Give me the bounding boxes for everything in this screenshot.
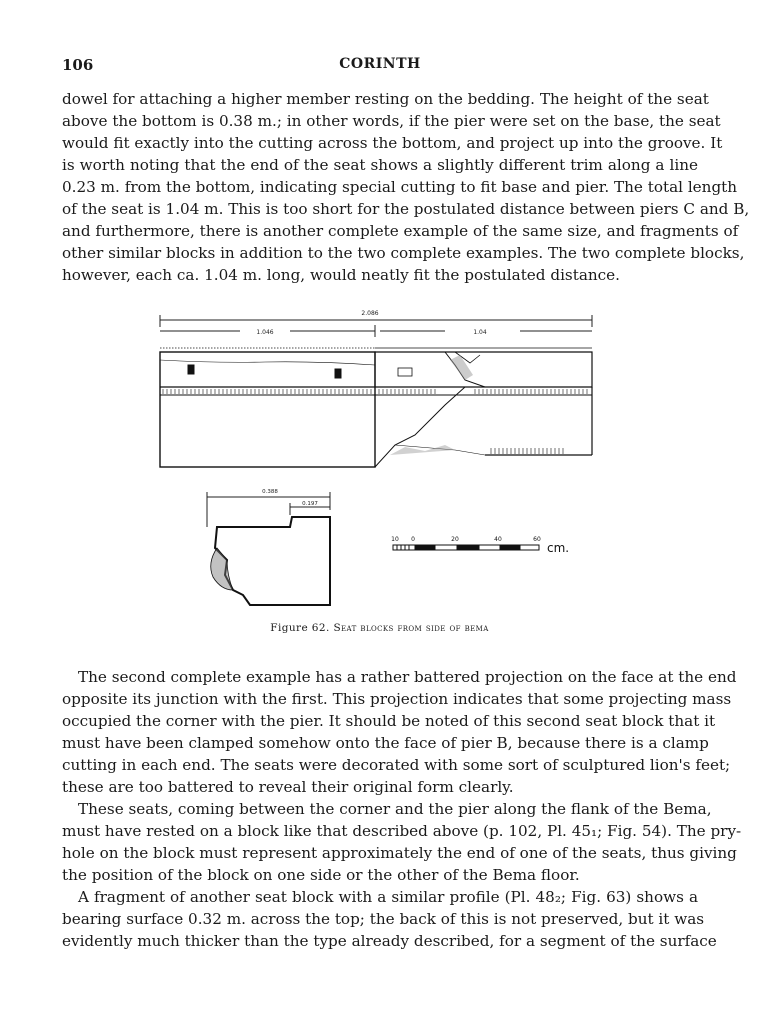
text-line: These seats, coming between the corner and the pier along the flank of the Bema, <box>78 800 712 818</box>
caption-text: Seat blocks from side of bema <box>333 622 489 634</box>
scale-bar <box>393 545 539 550</box>
text-line: opposite its junction with the first. This projection indicates that some projecting mass <box>62 690 732 708</box>
text-line: is worth noting that the end of the seat shows a slightly different trim along a line <box>62 156 698 174</box>
text-line: The second complete example has a rather battered projection on the face at the end <box>78 668 737 686</box>
figure-caption <box>0 622 759 634</box>
dim-left-label: 1.046 <box>256 329 274 336</box>
paragraph-2 <box>62 666 737 798</box>
paragraph-3 <box>62 798 742 886</box>
running-head: CORINTH <box>339 56 421 72</box>
caption-label: Figure 62. <box>270 622 330 634</box>
text-line: must have been clamped somehow onto the face of pier B, because there is a clamp <box>62 734 709 752</box>
dimension-sub <box>160 325 592 337</box>
text-line: must have rested on a block like that described above (p. 102, Pl. 45₁; Fig. 54). The pry- <box>62 822 742 840</box>
text-line: A fragment of another seat block with a similar profile (Pl. 48₂; Fig. 63) shows a <box>78 888 698 906</box>
page-header <box>62 56 698 78</box>
paragraph-4 <box>62 886 717 952</box>
text-line: of the seat is 1.04 m. This is too short for the postulated distance between piers C and B, <box>62 200 750 218</box>
text-line: would fit exactly into the cutting across the bottom, and project up into the groove. It <box>62 134 723 152</box>
text-line: above the bottom is 0.38 m.; in other words, if the pier were set on the base, the seat <box>62 112 721 130</box>
text-line: evidently much thicker than the type already described, for a segment of the surface <box>62 932 717 950</box>
dim-total-label: 2.086 <box>361 310 379 317</box>
text-line: occupied the corner with the pier. It should be noted of this second seat block that it <box>62 712 716 730</box>
scale-tick: 20 <box>451 536 459 543</box>
profile-hatching <box>211 548 233 590</box>
dim-right-label: 1.04 <box>473 329 487 336</box>
text-line: these are too battered to reveal their original form clearly. <box>62 778 514 796</box>
scale-tick: 60 <box>533 536 541 543</box>
scale-tick: 40 <box>494 536 502 543</box>
scale-tick: 10 <box>391 536 399 543</box>
text-line: however, each ca. 1.04 m. long, would neatly fit the postulated distance. <box>62 266 620 284</box>
text-line: bearing surface 0.32 m. across the top; the back of this is not preserved, but it was <box>62 910 705 928</box>
scale-tick: 0 <box>411 536 415 543</box>
seat-block-right <box>375 348 592 467</box>
text-line: and furthermore, there is another complete example of the same size, and fragments of <box>62 222 739 240</box>
scale-unit: cm. <box>547 541 570 555</box>
dim-profile-width: 0.388 <box>262 489 278 495</box>
text-line: the position of the block on one side or the other of the Bema floor. <box>62 866 580 884</box>
seat-profile <box>215 517 330 605</box>
seat-block-left <box>160 348 375 467</box>
profile-dimension <box>207 492 330 527</box>
text-line: 0.23 m. from the bottom, indicating special cutting to fit base and pier. The total length <box>62 178 738 196</box>
text-line: cutting in each end. The seats were decorated with some sort of sculptured lion's feet; <box>62 756 731 774</box>
text-line: hole on the block must represent approximately the end of one of the seats, thus giving <box>62 844 737 862</box>
paragraph-top <box>62 88 750 286</box>
dim-profile-step: 0.197 <box>302 501 318 507</box>
text-line: other similar blocks in addition to the two complete examples. The two complete blocks, <box>62 244 745 262</box>
page-number: 106 <box>62 56 94 74</box>
text-line: dowel for attaching a higher member resting on the bedding. The height of the seat <box>62 90 709 108</box>
figure-seat-blocks <box>155 305 600 615</box>
